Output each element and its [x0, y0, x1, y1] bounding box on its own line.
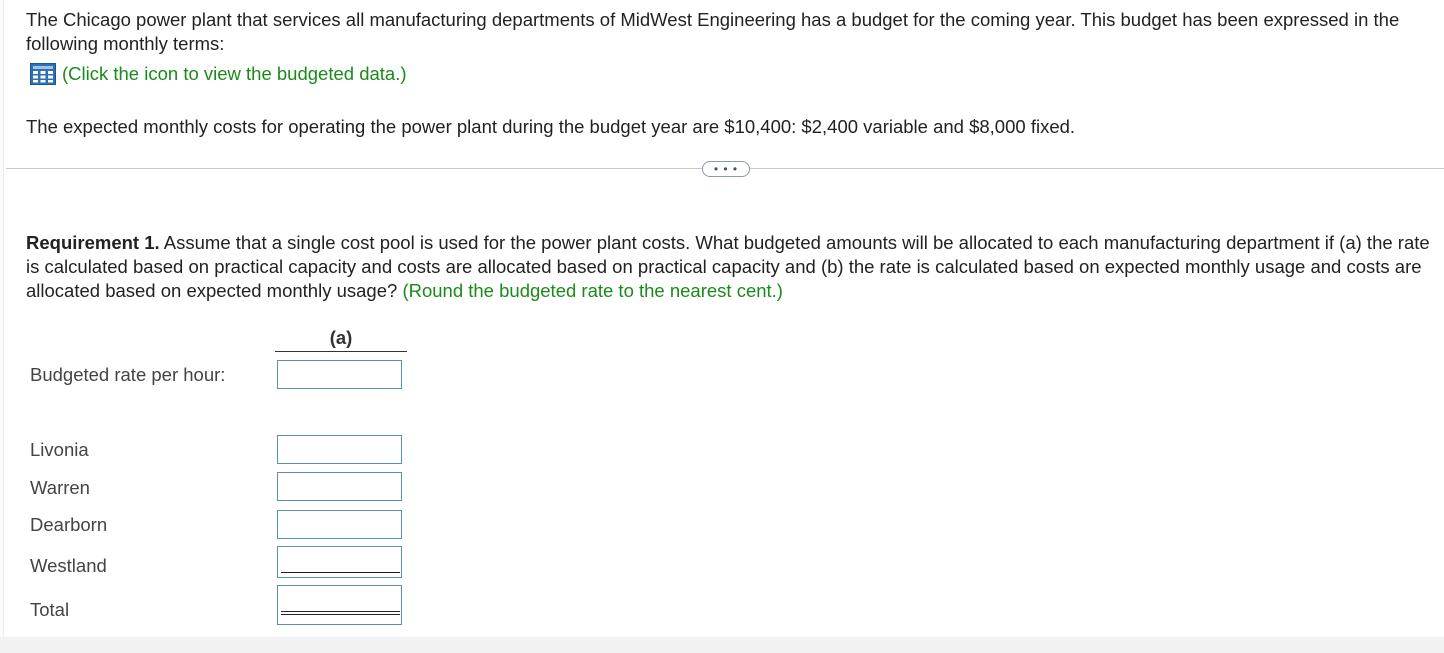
- budgeted-rate-input[interactable]: [277, 360, 402, 389]
- dearborn-input[interactable]: [277, 510, 402, 539]
- budget-data-link-label[interactable]: (Click the icon to view the budgeted data.): [62, 63, 407, 84]
- rounding-hint: (Round the budgeted rate to the nearest cent.): [402, 280, 783, 301]
- left-edge-strip: [0, 0, 4, 637]
- row-label-warren: Warren: [30, 477, 90, 498]
- expected-costs-text: The expected monthly costs for operating the power plant during the budget year are $10,400: $2,400 variable and $8,000 fixed.: [26, 116, 1076, 137]
- budgeted-rate-label: Budgeted rate per hour:: [30, 364, 226, 385]
- total-double-underline: [281, 611, 400, 615]
- row-label-total: Total: [30, 599, 70, 620]
- westland-input[interactable]: [277, 546, 402, 578]
- row-label-westland: Westland: [30, 555, 107, 576]
- warren-input[interactable]: [277, 472, 402, 501]
- intro-text: The Chicago power plant that services all manufacturing departments of MidWest Engineering has a budget for the coming year. This budget has been expressed in the following monthly terms:: [26, 9, 1400, 54]
- requirement-text: [26, 231, 1441, 303]
- livonia-input[interactable]: [277, 435, 402, 464]
- column-header-a: (a): [275, 327, 407, 352]
- expand-button[interactable]: • • •: [702, 161, 750, 177]
- total-input[interactable]: [277, 585, 402, 625]
- subtotal-underline: [281, 572, 400, 573]
- budget-data-link[interactable]: [30, 62, 407, 86]
- requirement-body: Assume that a single cost pool is used for the power plant costs. What budgeted amounts will be allocated to each manufacturing department if (a) the rate is calculated based on practical capacity and costs are allocated based on practical capacity and (b) the rate is calculated based on expected monthly usage and costs are allocated based on expected monthly usage?: [26, 232, 1430, 301]
- requirement-title: Requirement 1.: [26, 232, 160, 253]
- table-grid-icon[interactable]: [30, 63, 56, 85]
- row-label-dearborn: Dearborn: [30, 514, 108, 535]
- row-label-livonia: Livonia: [30, 439, 89, 460]
